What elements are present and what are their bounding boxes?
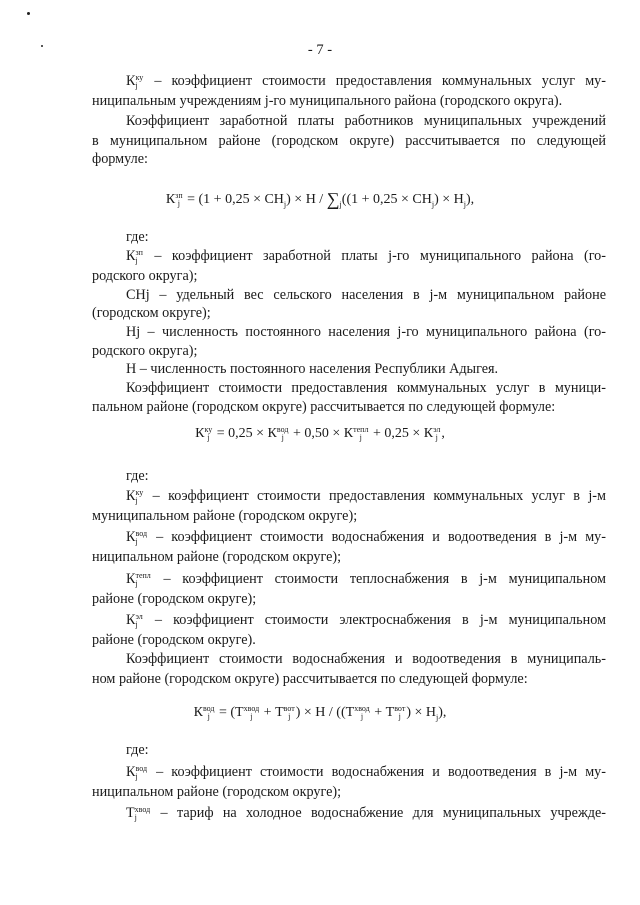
formula-water-coefficient: К вод j = (Т хвод j + Т вот j ) × Н / ((Т хвод j + Т вот j ) × $Н_j$), — [193, 704, 447, 723]
text-line: родского округа); — [92, 268, 198, 284]
formula-salary-coefficient: К зп j = $(1 + 0,25 \times СН_j) \times Н / \sum_j((1 + 0,25 \times СН_j) \times Н_j)$, — [165, 189, 475, 209]
text-line: ном районе (городском округе) рассчитывается по следующей формуле: — [92, 671, 528, 687]
text-line: ниципальном районе (городском округе); — [92, 784, 342, 800]
where-label: где: — [126, 742, 149, 758]
text-line: Коэффициент стоимости водоснабжения и водоотведения в муниципаль- — [126, 651, 606, 667]
text-line: районе (городском округе); — [92, 591, 257, 607]
text-line: Нj – численность постоянного населения j-го муниципального района (го- — [126, 324, 606, 340]
formula-utility-coefficient: К ку j = 0,25 × К вод j + 0,50 × К тепл j + 0,25 × К эл j , — [195, 425, 445, 442]
text-line: Н – численность постоянного населения Республики Адыгея. — [126, 361, 499, 377]
text-line: родского округа); — [92, 343, 198, 359]
term-line: К ку j – коэффициент стоимости предоставления коммунальных услуг му- — [126, 72, 606, 90]
text-line: Коэффициент заработной платы работников муниципальных учреждений — [126, 113, 606, 129]
text-line: муниципальном районе (городском округе); — [92, 508, 358, 524]
where-label: где: — [126, 468, 149, 484]
text-line: СНj – удельный вес сельского населения в j-м муниципальном районе — [126, 287, 606, 303]
term-line: К зп j – коэффициент заработной платы j-го муниципального района (го- — [126, 247, 606, 265]
text-line: формуле: — [92, 151, 148, 167]
term-line: К вод j – коэффициент стоимости водоснабжения и водоотведения в j-м му- — [126, 528, 606, 546]
text-line: ниципальном районе (городском округе); — [92, 549, 342, 565]
term-line: Т хвод j – тариф на холодное водоснабжение для муниципальных учрежде- — [126, 804, 606, 822]
text-line: Коэффициент стоимости предоставления коммунальных услуг в муници- — [126, 380, 606, 396]
page-number: - 7 - — [307, 42, 333, 58]
term-line: К тепл j – коэффициент стоимости теплоснабжения в j-м муниципальном — [126, 570, 606, 588]
text-line: пальном районе (городском округе) рассчитывается по следующей формуле: — [92, 399, 556, 415]
term-line: К вод j – коэффициент стоимости водоснабжения и водоотведения в j-м му- — [126, 763, 606, 781]
where-label: где: — [126, 229, 149, 245]
text-line: (городском округе); — [92, 305, 211, 321]
term-line: К эл j – коэффициент стоимости электроснабжения в j-м муниципальном — [126, 611, 606, 629]
text-line: ниципальным учреждениям j-го муниципального района (городского округа). — [92, 93, 563, 109]
scan-speck — [27, 12, 30, 15]
term-line: К ку j – коэффициент стоимости предоставления коммунальных услуг в j-м — [126, 487, 606, 505]
text-line: районе (городском округе). — [92, 632, 256, 648]
text-line: в муниципальном районе (городском округе) рассчитывается по следующей — [92, 133, 606, 149]
